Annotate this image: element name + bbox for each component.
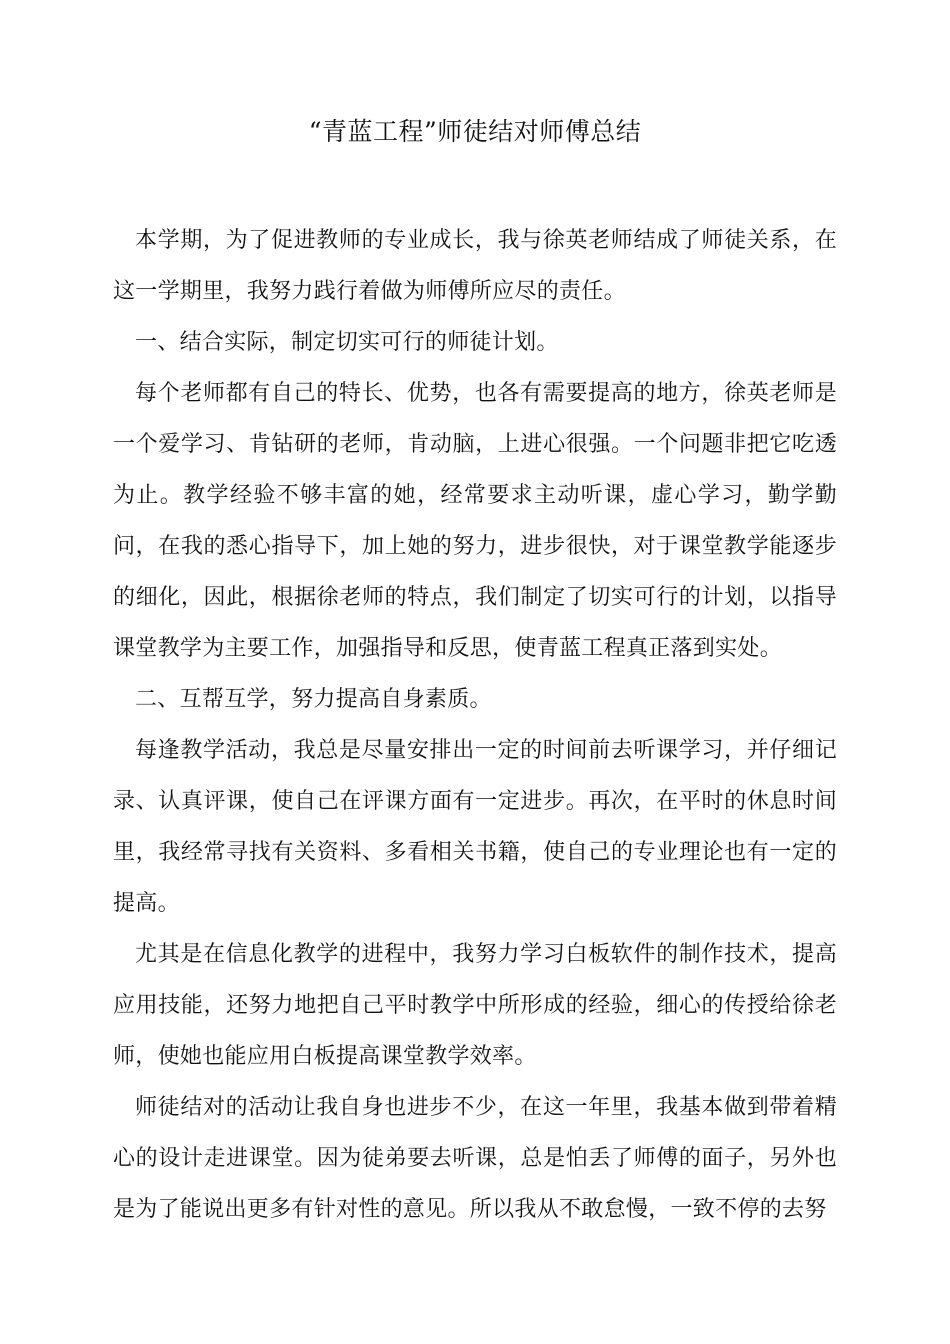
paragraph-intro: 本学期，为了促进教师的专业成长，我与徐英老师结成了师徒关系，在这一学期里，我努力践行着做为师傅所应尽的责任。: [113, 228, 837, 304]
paragraph-section-1: 每个老师都有自己的特长、优势，也各有需要提高的地方，徐英老师是一个爱学习、肯钻研的老师，肯动脑，上进心很强。一个问题非把它吃透为止。教学经验不够丰富的她，经常要求主动听课，虚心学习，勤学勤问，在我的悉心指导下，加上她的努力，进步很快，对于课堂教学能逐步的细化，因此，根据徐老师的特点，我们制定了切实可行的计划，以指导课堂教学为主要工作，加强指导和反思，使青蓝工程真正落到实处。: [113, 381, 837, 661]
section-heading-2: 二、互帮互学，努力提高自身素质。: [135, 687, 492, 712]
paragraph-reflection: 师徒结对的活动让我自身也进步不少，在这一年里，我基本做到带着精心的设计走进课堂。因为徒弟要去听课，总是怕丢了师傅的面子，另外也是为了能说出更多有针对性的意见。所以我从不敢怠慢，一致不停的去努: [113, 1095, 837, 1222]
paragraph-section-2b: 尤其是在信息化教学的进程中，我努力学习白板软件的制作技术，提高应用技能，还努力地把自己平时教学中所形成的经验，细心的传授给徐老师，使她也能应用白板提高课堂教学效率。: [113, 942, 837, 1069]
document-body: [113, 215, 837, 1235]
document-title: “青蓝工程”师徒结对师傅总结: [308, 117, 642, 146]
section-heading-1: 一、结合实际，制定切实可行的师徒计划。: [135, 330, 559, 355]
paragraph-section-2a: 每逢教学活动，我总是尽量安排出一定的时间前去听课学习，并仔细记录、认真评课，使自己在评课方面有一定进步。再次，在平时的休息时间里，我经常寻找有关资料、多看相关书籍，使自己的专业理论也有一定的提高。: [113, 738, 837, 916]
